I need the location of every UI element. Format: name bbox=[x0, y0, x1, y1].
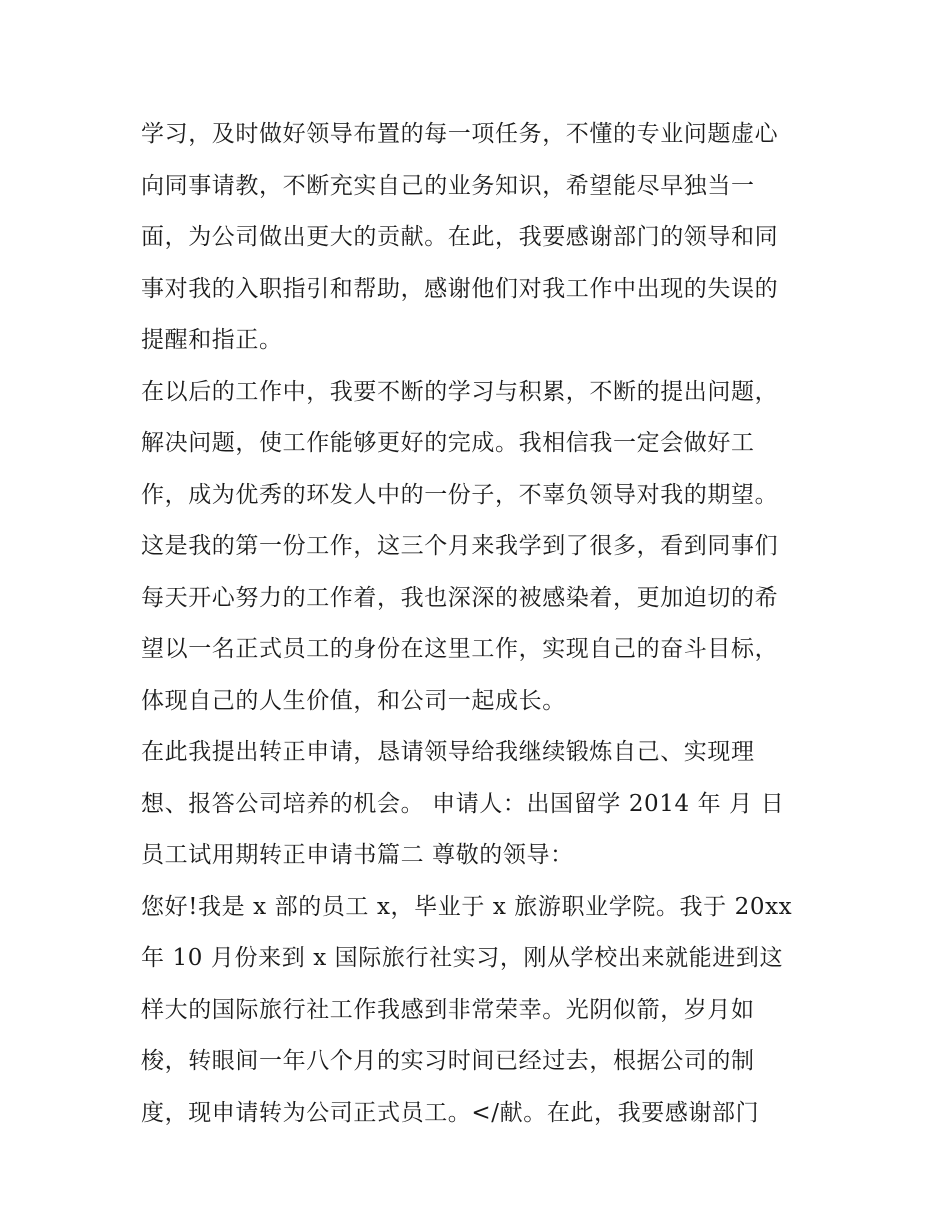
text-line: 体现自己的人生价值，和公司一起成长。 bbox=[141, 687, 566, 714]
text-line: 提醒和指正。 bbox=[141, 327, 283, 353]
text-line: 每天开心努力的工作着，我也深深的被感染着，更加迫切的希 bbox=[141, 584, 779, 611]
document-body bbox=[141, 109, 821, 1139]
text-line: 这是我的第一份工作，这三个月来我学到了很多，看到同事们 bbox=[141, 533, 779, 559]
text-line: 作，成为优秀的环发人中的一份子，不辜负领导对我的期望。 bbox=[141, 481, 779, 508]
text-line: 度，现申请转为公司正式员工。</献。在此，我要感谢部门 bbox=[141, 1099, 760, 1126]
text-line: 事对我的入职指引和帮助，感谢他们对我工作中出现的失误的 bbox=[141, 275, 779, 302]
text-line: 向同事请教，不断充实自己的业务知识，希望能尽早独当一 bbox=[141, 172, 755, 199]
text-line: 面，为公司做出更大的贡献。在此，我要感谢部门的领导和同 bbox=[141, 224, 779, 250]
text-line: 望以一名正式员工的身份在这里工作，实现自己的奋斗目标， bbox=[141, 636, 779, 662]
text-line: 想、报答公司培养的机会。 申请人：出国留学 2014 年 月 日 bbox=[141, 790, 785, 817]
text-line: 员工试用期转正申请书篇二 尊敬的领导： bbox=[141, 842, 574, 868]
text-line: 梭，转眼间一年八个月的实习时间已经过去，根据公司的制 bbox=[141, 1048, 755, 1074]
text-line: 在以后的工作中，我要不断的学习与积累，不断的提出问题， bbox=[141, 378, 779, 405]
text-line: 年 10 月份来到 x 国际旅行社实习，刚从学校出来就能进到这 bbox=[141, 945, 784, 971]
text-line: 您好!我是 x 部的员工 x，毕业于 x 旅游职业学院。我于 20xx bbox=[141, 893, 793, 920]
text-line: 解决问题，使工作能够更好的完成。我相信我一定会做好工 bbox=[141, 430, 755, 456]
text-line: 学习，及时做好领导布置的每一项任务，不懂的专业问题虚心 bbox=[141, 121, 779, 147]
text-line: 样大的国际旅行社工作我感到非常荣幸。光阴似箭，岁月如 bbox=[141, 996, 755, 1023]
text-line: 在此我提出转正申请，恳请领导给我继续锻炼自己、实现理 bbox=[141, 739, 755, 765]
